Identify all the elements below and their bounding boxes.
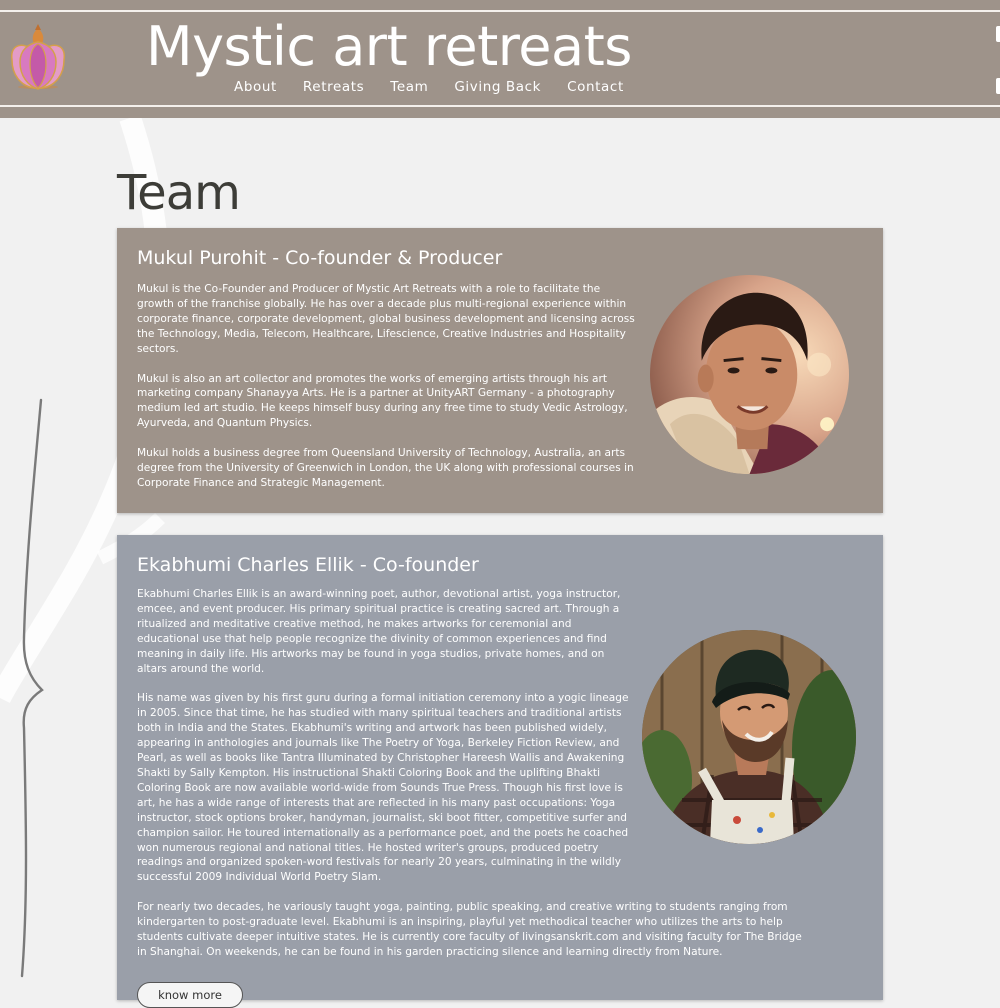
bio-paragraph: Ekabhumi Charles Ellik is an award-winning poet, author, devotional artist, yoga instructor, emcee, and event producer. His primary spiritual practice is creating sacred art. Through a ritualized and meditative creative method, he makes artworks for ceremonial and educational use that help people recognize the divinity of common experiences and find meaning in daily life. His artworks may be found in yoga studios, private homes, and on altars around the world.: [137, 588, 621, 675]
header-top-rule: [0, 10, 1000, 12]
member-name: Ekabhumi Charles Ellik - Co-founder: [137, 554, 479, 576]
main-nav: [234, 79, 650, 95]
bio-paragraph: His name was given by his first guru during a formal initiation ceremony into a yogic lineage in 2005. Since that time, he has studied with many spiritual teachers and traditional artists both in India and the States. Ekabhumi's writing and artwork has been published widely, appearing in anthologies and journals like The Poetry of Yoga, Berkeley Fiction Review, and Pearl, as well as books like Tantra Illuminated by Christopher Hareesh Wallis and Awakening Shakti by Sally Kempton. His instructional Shakti Coloring Book and the uplifting Bhakti Coloring Book are now available world-wide from Sounds True Press. Though his first love is art, he has a wide range of interests that are reflected in his many past occupations: Yoga instructor, stock options broker, handyman, journalist, ski boot fitter, competitive surfer and champion sailor. He toured internationally as a performance poet, and the poets he coached won numerous regional and national titles. He hosted writer's groups, produced poetry readings and organized spoken-word festivals for nearly 20 years, culminating in the wildly successful 2009 Individual World Poetry Slam.: [137, 692, 629, 884]
lotus-icon[interactable]: [6, 20, 70, 92]
member-bio: [137, 282, 637, 506]
page-title: Team: [117, 165, 240, 221]
member-photo: [650, 275, 849, 474]
bio-paragraph: For nearly two decades, he variously taught yoga, painting, public speaking, and creative writing to students ranging from kindergarten to post-graduate level. Ekabhumi is an inspiring, playful yet methodical teacher who utilizes the arts to help students cultivate deeper intuitive states. He is currently core faculty of livingsanskrit.com and visiting faculty for The Bridge in Shanghai. On weekends, he can be found in his garden practicing silence and learning directly from Nature.: [137, 901, 802, 958]
header-edge-marker: [996, 26, 1000, 42]
nav-giving-back[interactable]: Giving Back: [454, 79, 542, 95]
know-more-button[interactable]: know more: [137, 982, 243, 1008]
member-photo: [642, 630, 856, 844]
header-edge-marker: [996, 78, 1000, 94]
nav-team[interactable]: Team: [390, 79, 429, 95]
bio-paragraph: Mukul is also an art collector and promotes the works of emerging artists through his art marketing company Shanayya Arts. He is a partner at UnityART Germany - a photography medium led art studio. He keeps himself busy during any free time to study Vedic Astrology, Ayurveda, and Quantum Physics.: [137, 372, 628, 430]
bio-paragraph: Mukul is the Co-Founder and Producer of Mystic Art Retreats with a role to facilitate the growth of the franchise globally. He has over a decade plus multi-regional experience within corporate finance, corporate development, global business development and licensing across the Technology, Media, Telecom, Healthcare, Lifescience, Creative Industries and Hospitality sectors.: [137, 283, 635, 355]
team-member-card: [117, 535, 883, 1000]
nav-contact[interactable]: Contact: [567, 79, 624, 95]
bio-paragraph: Mukul holds a business degree from Queensland University of Technology, Australia, an arts degree from the University of Greenwich in London, the UK along with professional courses in Corporate Finance and Strategic Management.: [137, 447, 634, 489]
member-name: Mukul Purohit - Co-founder & Producer: [137, 247, 503, 269]
nav-about[interactable]: About: [234, 79, 277, 95]
site-title[interactable]: Mystic art retreats: [146, 15, 632, 78]
team-member-card: [117, 228, 883, 513]
nav-retreats[interactable]: Retreats: [302, 79, 365, 95]
site-header: [0, 0, 1000, 118]
header-bottom-rule: [0, 105, 1000, 107]
